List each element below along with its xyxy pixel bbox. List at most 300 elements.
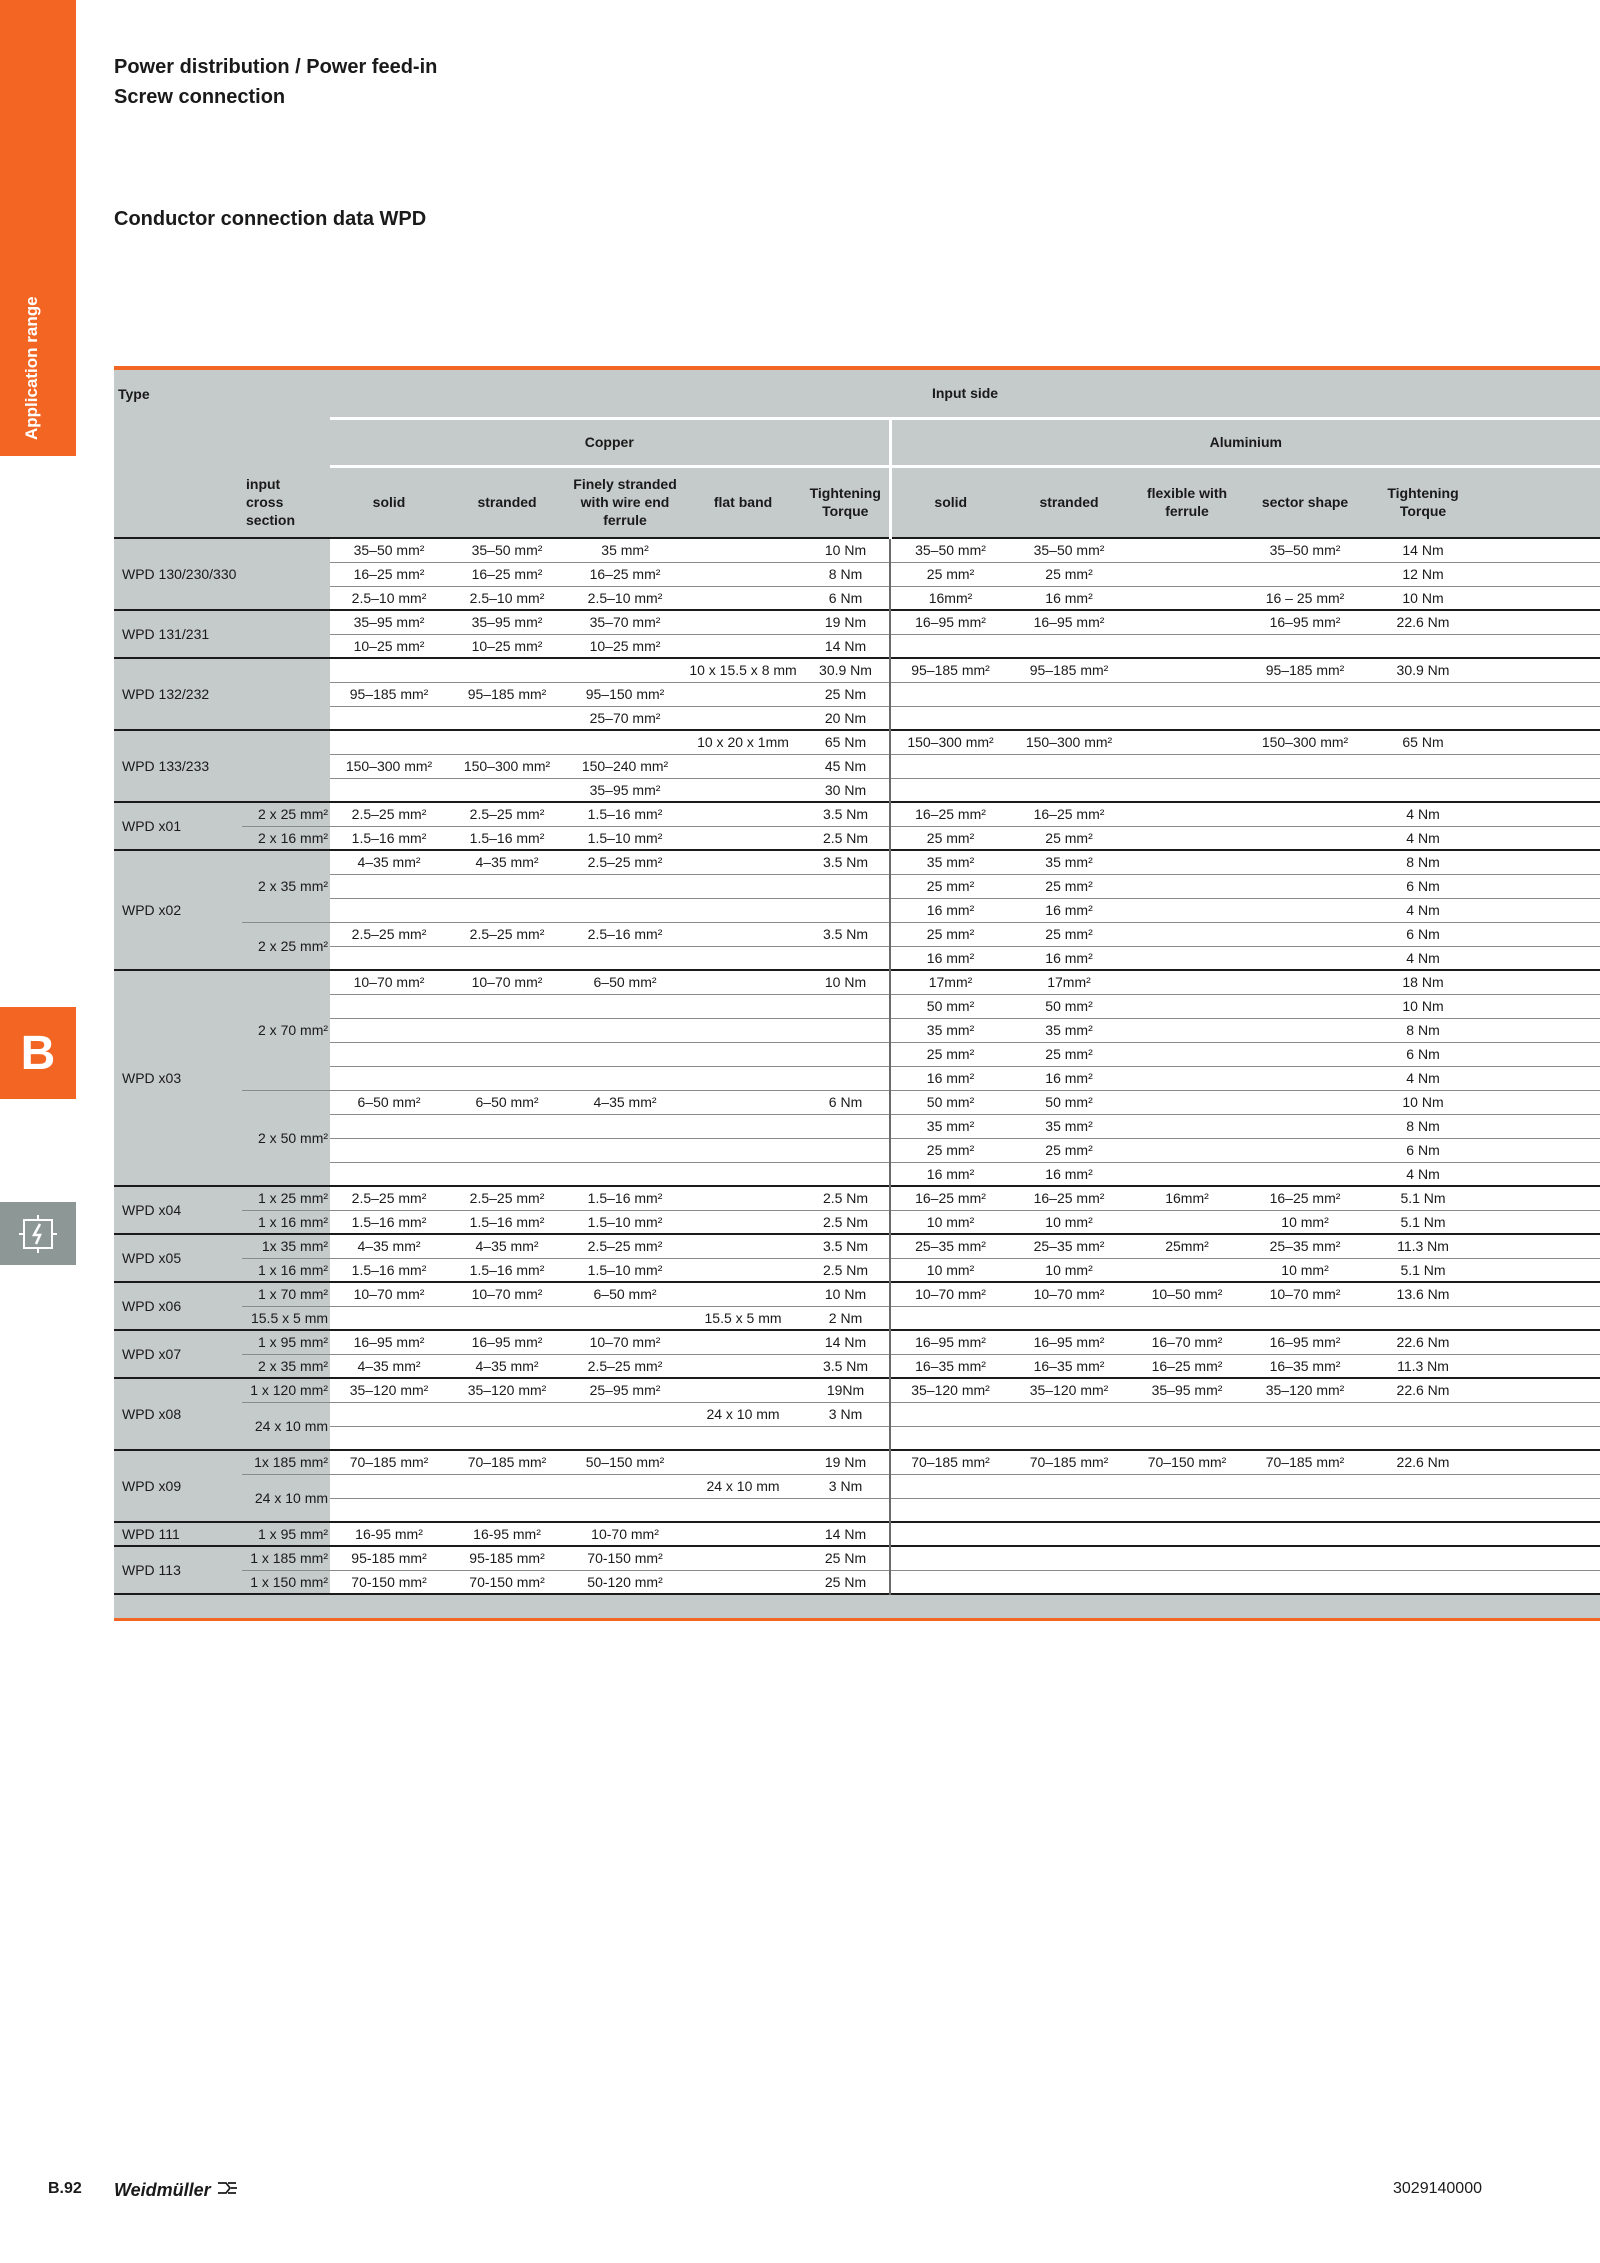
table-cell: 35 mm²	[1010, 1114, 1128, 1138]
table-cell	[566, 1138, 684, 1162]
table-cell	[684, 1018, 802, 1042]
table-cell	[1246, 1426, 1364, 1450]
table-cell: 4 Nm	[1364, 1162, 1482, 1186]
table-cell: 16–25 mm²	[890, 802, 1010, 826]
table-cell	[1128, 1306, 1246, 1330]
table-cell	[330, 946, 448, 970]
table-cell	[1246, 946, 1364, 970]
table-row	[114, 898, 1600, 922]
table-cell: 10 mm²	[890, 1258, 1010, 1282]
table-cell: 25 mm²	[1010, 1138, 1128, 1162]
table-cell: 10 Nm	[802, 538, 890, 562]
table-cell: 65 Nm	[1364, 730, 1482, 754]
table-cell	[684, 1186, 802, 1210]
type-cell: WPD 113	[114, 1546, 242, 1594]
table-cell	[802, 1018, 890, 1042]
table-cell	[890, 1306, 1010, 1330]
table-cell: 10–70 mm²	[330, 1282, 448, 1306]
table-cell	[1246, 1066, 1364, 1090]
table-cell	[1128, 610, 1246, 634]
table-cell	[1364, 706, 1482, 730]
table-cell	[566, 1474, 684, 1498]
table-cell	[330, 1138, 448, 1162]
table-cell	[1010, 682, 1128, 706]
table-cell	[684, 1234, 802, 1258]
table-cell: 20 Nm	[802, 706, 890, 730]
row-end-spacer	[1482, 826, 1600, 850]
table-cell: 2.5–25 mm²	[448, 802, 566, 826]
table-cell	[1128, 946, 1246, 970]
input-cross-section-cell: 1 x 16 mm²	[242, 1210, 330, 1234]
table-cell	[448, 1138, 566, 1162]
type-cell: WPD 130/230/330	[114, 538, 242, 610]
table-cell: 10 Nm	[1364, 1090, 1482, 1114]
table-cell: 16 – 25 mm²	[1246, 586, 1364, 610]
page-title-line1: Power distribution / Power feed-in	[114, 56, 438, 78]
table-cell	[802, 1066, 890, 1090]
table-cell	[890, 1474, 1010, 1498]
table-cell: 10–70 mm²	[330, 970, 448, 994]
row-end-spacer	[1482, 1402, 1600, 1426]
table-cell	[1128, 658, 1246, 682]
table-cell	[1364, 1474, 1482, 1498]
table-cell	[448, 1498, 566, 1522]
table-cell	[566, 1042, 684, 1066]
table-cell	[684, 1138, 802, 1162]
table-cell: 3.5 Nm	[802, 850, 890, 874]
row-end-spacer	[1482, 1018, 1600, 1042]
table-cell	[1010, 1546, 1128, 1570]
table-cell: 2.5–25 mm²	[566, 1234, 684, 1258]
table-cell: 25 mm²	[890, 1138, 1010, 1162]
table-cell: 4 Nm	[1364, 898, 1482, 922]
aluminium-col-header: solid	[890, 466, 1010, 538]
table-cell	[1128, 1114, 1246, 1138]
input-cross-section-cell: 1x 185 mm²	[242, 1450, 330, 1474]
table-cell: 16 mm²	[1010, 1162, 1128, 1186]
table-cell	[448, 1402, 566, 1426]
table-cell: 16 mm²	[1010, 946, 1128, 970]
table-cell: 25 Nm	[802, 1546, 890, 1570]
table-row	[114, 1306, 1600, 1330]
table-cell	[566, 1114, 684, 1138]
table-cell	[1128, 1210, 1246, 1234]
table-cell	[890, 1402, 1010, 1426]
table-cell: 50-120 mm²	[566, 1570, 684, 1594]
table-cell	[684, 1570, 802, 1594]
table-cell	[330, 1114, 448, 1138]
table-row	[114, 922, 1600, 946]
table-cell	[1128, 682, 1246, 706]
power-distribution-icon	[0, 1202, 76, 1265]
input-cross-section-cell	[242, 730, 330, 802]
table-cell: 25 mm²	[1010, 826, 1128, 850]
table-cell: 8 Nm	[802, 562, 890, 586]
table-cell	[890, 634, 1010, 658]
table-cell: 35–95 mm²	[1128, 1378, 1246, 1402]
input-cross-section-cell: 2 x 50 mm²	[242, 1090, 330, 1186]
table-cell	[684, 538, 802, 562]
table-row	[114, 1162, 1600, 1186]
table-cell: 70-150 mm²	[330, 1570, 448, 1594]
table-cell	[1246, 1306, 1364, 1330]
table-cell	[684, 778, 802, 802]
table-cell: 16 mm²	[890, 1162, 1010, 1186]
input-cross-section-cell: 2 x 35 mm²	[242, 1354, 330, 1378]
table-cell	[1010, 1426, 1128, 1450]
table-cell: 19Nm	[802, 1378, 890, 1402]
table-row	[114, 1426, 1600, 1450]
table-row	[114, 778, 1600, 802]
table-cell	[1128, 754, 1246, 778]
row-end-spacer	[1482, 1258, 1600, 1282]
input-cross-section-cell	[242, 538, 330, 610]
table-cell: 70-150 mm²	[448, 1570, 566, 1594]
table-cell: 25 mm²	[890, 922, 1010, 946]
table-cell	[1246, 1162, 1364, 1186]
table-cell	[1364, 1522, 1482, 1546]
row-end-spacer	[1482, 1162, 1600, 1186]
table-cell: 25 mm²	[890, 562, 1010, 586]
table-cell	[1010, 1570, 1128, 1594]
table-cell	[890, 706, 1010, 730]
table-cell	[684, 706, 802, 730]
table-cell: 8 Nm	[1364, 1114, 1482, 1138]
table-cell: 10 x 20 x 1mm	[684, 730, 802, 754]
table-cell	[1364, 778, 1482, 802]
table-cell: 10 x 15.5 x 8 mm	[684, 658, 802, 682]
copper-col-header: flat band	[684, 466, 802, 538]
table-cell: 2.5–25 mm²	[448, 922, 566, 946]
table-row	[114, 802, 1600, 826]
table-row	[114, 1186, 1600, 1210]
table-cell	[330, 994, 448, 1018]
table-cell	[684, 922, 802, 946]
table-cell: 16 mm²	[890, 946, 1010, 970]
table-cell: 2.5 Nm	[802, 826, 890, 850]
table-cell: 95–185 mm²	[330, 682, 448, 706]
table-cell: 6–50 mm²	[448, 1090, 566, 1114]
table-cell	[448, 1474, 566, 1498]
type-cell: WPD x04	[114, 1186, 242, 1234]
type-cell: WPD 111	[114, 1522, 242, 1546]
table-cell	[1246, 1570, 1364, 1594]
input-cross-section-cell: 2 x 25 mm²	[242, 922, 330, 970]
table-cell	[330, 1402, 448, 1426]
aluminium-header: Aluminium	[890, 418, 1600, 466]
table-cell	[330, 874, 448, 898]
type-cell: WPD x02	[114, 850, 242, 970]
row-end-spacer	[1482, 1282, 1600, 1306]
row-end-spacer	[1482, 1042, 1600, 1066]
table-cell: 45 Nm	[802, 754, 890, 778]
table-cell: 70–185 mm²	[330, 1450, 448, 1474]
type-cell: WPD x08	[114, 1378, 242, 1450]
table-cell	[1010, 754, 1128, 778]
table-cell: 16–25 mm²	[1010, 802, 1128, 826]
table-cell	[684, 1162, 802, 1186]
table-cell: 3.5 Nm	[802, 802, 890, 826]
input-cross-section-cell	[242, 658, 330, 730]
table-cell: 25 mm²	[890, 1042, 1010, 1066]
table-cell: 6 Nm	[1364, 874, 1482, 898]
table-cell	[1246, 1042, 1364, 1066]
input-cross-section-cell: 15.5 x 5 mm	[242, 1306, 330, 1330]
table-cell: 95–185 mm²	[890, 658, 1010, 682]
table-cell: 2.5 Nm	[802, 1210, 890, 1234]
table-cell	[1128, 1498, 1246, 1522]
table-cell	[1128, 970, 1246, 994]
table-cell	[1128, 898, 1246, 922]
table-cell: 10–25 mm²	[566, 634, 684, 658]
row-end-spacer	[1482, 850, 1600, 874]
table-cell: 25 mm²	[890, 874, 1010, 898]
table-cell: 10 Nm	[1364, 994, 1482, 1018]
table-cell	[1246, 874, 1364, 898]
table-cell	[330, 730, 448, 754]
row-end-spacer	[1482, 730, 1600, 754]
table-cell	[330, 1066, 448, 1090]
table-cell: 16–25 mm²	[1010, 1186, 1128, 1210]
copper-col-header: stranded	[448, 466, 566, 538]
row-end-spacer	[1482, 970, 1600, 994]
table-cell: 3.5 Nm	[802, 922, 890, 946]
table-row	[114, 850, 1600, 874]
table-cell: 10 mm²	[1246, 1210, 1364, 1234]
table-cell: 16 mm²	[1010, 898, 1128, 922]
table-cell	[330, 898, 448, 922]
page-title-line2: Screw connection	[114, 86, 286, 108]
table-cell: 10–50 mm²	[1128, 1282, 1246, 1306]
page-number: B.92	[48, 2180, 82, 2197]
table-cell	[1010, 1402, 1128, 1426]
table-cell	[448, 898, 566, 922]
table-cell	[802, 1426, 890, 1450]
table-cell	[1246, 1546, 1364, 1570]
table-cell: 10–70 mm²	[566, 1330, 684, 1354]
table-cell	[330, 1018, 448, 1042]
table-cell: 150–300 mm²	[1246, 730, 1364, 754]
table-row	[114, 730, 1600, 754]
table-cell	[1128, 1042, 1246, 1066]
table-cell: 150–300 mm²	[448, 754, 566, 778]
row-end-spacer	[1482, 1378, 1600, 1402]
table-cell	[684, 970, 802, 994]
table-cell: 2.5–25 mm²	[330, 922, 448, 946]
table-cell	[1128, 1066, 1246, 1090]
table-cell	[1010, 706, 1128, 730]
table-cell	[1128, 778, 1246, 802]
table-cell: 10 mm²	[1010, 1210, 1128, 1234]
table-row	[114, 634, 1600, 658]
table-cell: 24 x 10 mm	[684, 1474, 802, 1498]
row-end-spacer	[1482, 586, 1600, 610]
table-cell: 17mm²	[1010, 970, 1128, 994]
table-cell	[1128, 586, 1246, 610]
table-cell: 1.5–10 mm²	[566, 1210, 684, 1234]
input-cross-section-cell	[242, 610, 330, 658]
table-cell: 70–185 mm²	[1010, 1450, 1128, 1474]
table-cell: 35–50 mm²	[448, 538, 566, 562]
table-row	[114, 1210, 1600, 1234]
table-cell: 4–35 mm²	[330, 850, 448, 874]
table-cell: 35–50 mm²	[890, 538, 1010, 562]
table-cell: 2.5–10 mm²	[566, 586, 684, 610]
table-cell: 95–185 mm²	[448, 682, 566, 706]
table-cell: 10–70 mm²	[1010, 1282, 1128, 1306]
table-cell: 10–70 mm²	[1246, 1282, 1364, 1306]
table-cell	[1128, 1162, 1246, 1186]
row-end-spacer	[1482, 994, 1600, 1018]
table-cell	[684, 874, 802, 898]
table-cell: 10–70 mm²	[448, 970, 566, 994]
table-cell: 14 Nm	[802, 1330, 890, 1354]
table-row	[114, 1354, 1600, 1378]
table-cell: 6 Nm	[802, 1090, 890, 1114]
table-cell: 2.5–16 mm²	[566, 922, 684, 946]
table-cell	[448, 706, 566, 730]
table-cell	[802, 1138, 890, 1162]
header-spacer	[114, 418, 330, 466]
table-cell	[1128, 1138, 1246, 1162]
table-cell	[1128, 634, 1246, 658]
table-cell	[890, 1570, 1010, 1594]
table-cell	[1128, 802, 1246, 826]
copper-col-header: Finely stranded with wire end ferrule	[566, 466, 684, 538]
table-cell: 16–25 mm²	[1128, 1354, 1246, 1378]
document-number: 3029140000	[1393, 2180, 1482, 2197]
table-cell: 3.5 Nm	[802, 1354, 890, 1378]
table-cell	[1246, 1114, 1364, 1138]
table-cell	[1128, 1546, 1246, 1570]
table-cell: 10 mm²	[1246, 1258, 1364, 1282]
table-cell	[1010, 1474, 1128, 1498]
table-cell: 15.5 x 5 mm	[684, 1306, 802, 1330]
row-end-spacer	[1482, 754, 1600, 778]
table-cell: 25 mm²	[890, 826, 1010, 850]
type-cell: WPD x09	[114, 1450, 242, 1522]
table-cell	[566, 994, 684, 1018]
input-cross-section-cell: 24 x 10 mm	[242, 1402, 330, 1450]
table-cell: 1.5–10 mm²	[566, 826, 684, 850]
row-end-spacer	[1482, 802, 1600, 826]
row-end-spacer	[1482, 1354, 1600, 1378]
table-cell: 35 mm²	[890, 1114, 1010, 1138]
table-row	[114, 1258, 1600, 1282]
table-cell: 8 Nm	[1364, 850, 1482, 874]
table-cell: 25–35 mm²	[890, 1234, 1010, 1258]
sidebar-tab-label: Application range	[22, 296, 41, 440]
table-cell	[1246, 994, 1364, 1018]
table-cell	[802, 1162, 890, 1186]
table-cell	[566, 1498, 684, 1522]
input-cross-section-cell: 1 x 25 mm²	[242, 1186, 330, 1210]
table-cell	[684, 1546, 802, 1570]
table-cell: 2.5–25 mm²	[330, 802, 448, 826]
type-cell: WPD x01	[114, 802, 242, 850]
table-cell: 4 Nm	[1364, 802, 1482, 826]
table-cell	[684, 1090, 802, 1114]
table-cell	[684, 1498, 802, 1522]
table-cell	[448, 1042, 566, 1066]
table-cell: 1.5–16 mm²	[448, 1258, 566, 1282]
table-cell	[1246, 922, 1364, 946]
table-cell	[684, 1282, 802, 1306]
table-cell: 50–150 mm²	[566, 1450, 684, 1474]
table-cell: 3 Nm	[802, 1474, 890, 1498]
row-end-spacer	[1482, 1138, 1600, 1162]
table-cell	[566, 1426, 684, 1450]
table-cell	[890, 1546, 1010, 1570]
type-cell: WPD 132/232	[114, 658, 242, 730]
table-cell	[566, 1018, 684, 1042]
table-cell	[1246, 682, 1364, 706]
table-cell: 25 mm²	[1010, 1042, 1128, 1066]
table-cell: 35–120 mm²	[1010, 1378, 1128, 1402]
table-cell: 8 Nm	[1364, 1018, 1482, 1042]
table-cell	[330, 1042, 448, 1066]
table-cell: 11.3 Nm	[1364, 1354, 1482, 1378]
table-cell: 16–25 mm²	[566, 562, 684, 586]
table-cell: 16–70 mm²	[1128, 1330, 1246, 1354]
table-cell: 2.5–25 mm²	[566, 1354, 684, 1378]
table-cell: 35–95 mm²	[448, 610, 566, 634]
table-cell: 4–35 mm²	[330, 1234, 448, 1258]
table-cell	[1128, 850, 1246, 874]
table-cell: 35 mm²	[1010, 850, 1128, 874]
row-end-spacer	[1482, 1306, 1600, 1330]
table-cell: 14 Nm	[1364, 538, 1482, 562]
table-cell: 12 Nm	[1364, 562, 1482, 586]
table-cell: 2.5 Nm	[802, 1186, 890, 1210]
table-cell	[684, 1066, 802, 1090]
table-cell	[330, 658, 448, 682]
table-cell	[890, 754, 1010, 778]
table-cell: 14 Nm	[802, 1522, 890, 1546]
table-cell: 6–50 mm²	[566, 1282, 684, 1306]
table-cell: 16-95 mm²	[448, 1522, 566, 1546]
table-cell	[330, 706, 448, 730]
table-cell: 35–120 mm²	[1246, 1378, 1364, 1402]
table-cell: 16–25 mm²	[330, 562, 448, 586]
type-header: Type	[114, 370, 330, 418]
table-cell	[1128, 1474, 1246, 1498]
table-cell: 2.5–25 mm²	[330, 1186, 448, 1210]
table-cell: 6 Nm	[1364, 1138, 1482, 1162]
aluminium-col-header: Tightening Torque	[1364, 466, 1482, 538]
table-cell: 1.5–16 mm²	[448, 1210, 566, 1234]
brand-name: Weidmüller	[114, 2180, 211, 2200]
input-cross-section-cell: 1x 35 mm²	[242, 1234, 330, 1258]
table-row	[114, 1234, 1600, 1258]
table-cell	[448, 730, 566, 754]
table-cell	[448, 946, 566, 970]
table-cell: 25–70 mm²	[566, 706, 684, 730]
table-cell	[1128, 874, 1246, 898]
table-cell: 1.5–16 mm²	[448, 826, 566, 850]
table-cell	[684, 1426, 802, 1450]
row-end-spacer	[1482, 1450, 1600, 1474]
table-cell	[566, 1066, 684, 1090]
table-row	[114, 826, 1600, 850]
table-row	[114, 946, 1600, 970]
table-cell	[330, 1162, 448, 1186]
table-row	[114, 562, 1600, 586]
table-cell: 16–95 mm²	[330, 1330, 448, 1354]
table-cell	[1246, 562, 1364, 586]
table-cell: 17mm²	[890, 970, 1010, 994]
table-cell: 5.1 Nm	[1364, 1186, 1482, 1210]
